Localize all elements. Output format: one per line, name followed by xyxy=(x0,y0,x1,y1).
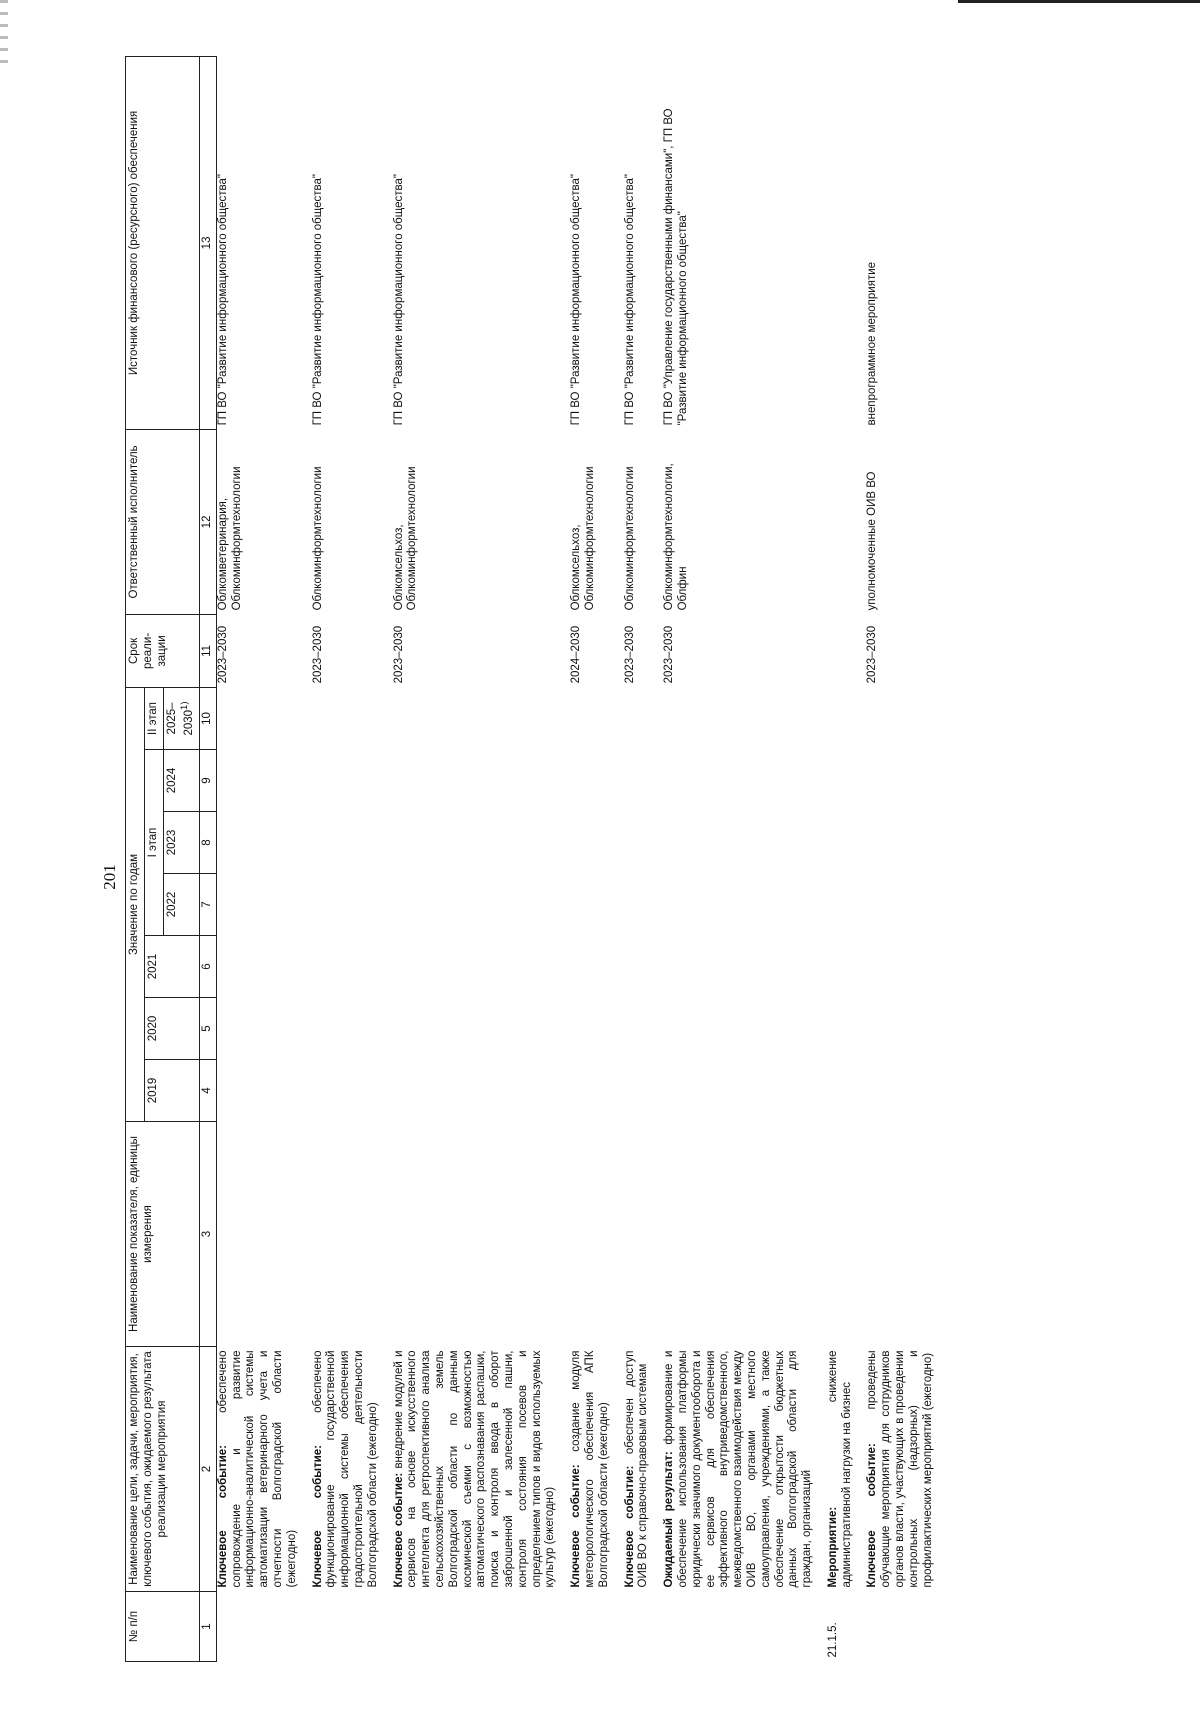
table-row xyxy=(663,56,827,1661)
rotated-table-sheet xyxy=(125,77,1099,1662)
empty-value-cell xyxy=(663,750,827,812)
col-number-6: 6 xyxy=(200,936,217,998)
row-text: создание модуля метеорологического обеспечения АПК Волгоградской области (ежегодно) xyxy=(570,1350,610,1588)
row-description xyxy=(866,1347,947,1592)
row-lead-label: Ключевое событие: xyxy=(392,1472,405,1588)
empty-value-cell xyxy=(570,812,623,874)
row-text: обеспечено сопровождение и развитие информационно-аналитической системы автоматизации ветеринарного учета и отчетности Волгоградской области (ежегодно) xyxy=(216,1350,298,1588)
header-term: Срок реали-зации xyxy=(126,614,200,687)
header-responsible: Ответственный исполнитель xyxy=(126,429,200,614)
scan-edge-line xyxy=(958,0,1200,3)
row-text: обеспечен доступ ОИВ ВО к справочно-правовым системам xyxy=(623,1350,650,1588)
empty-value-cell xyxy=(827,1060,867,1122)
empty-value-cell xyxy=(393,1060,571,1122)
row-term: 2023–2030 xyxy=(392,625,405,684)
row-funding: внепрограммное мероприятие xyxy=(866,261,879,426)
empty-value-cell xyxy=(216,687,311,749)
empty-value-cell xyxy=(866,1060,947,1122)
empty-value-cell xyxy=(663,1122,827,1347)
empty-value-cell xyxy=(827,687,867,749)
empty-value-cell xyxy=(216,1122,311,1347)
header-year-2022: 2022 xyxy=(163,874,199,936)
empty-value-cell xyxy=(312,998,393,1060)
row-lead-label: Ожидаемый результат: xyxy=(663,1451,676,1588)
header-values-by-year: Значение по годам xyxy=(126,687,145,1121)
empty-value-cell xyxy=(393,1122,571,1347)
table-row xyxy=(393,56,571,1661)
empty-value-cell xyxy=(393,750,571,812)
empty-value-cell xyxy=(570,874,623,936)
row-description xyxy=(663,1347,827,1592)
empty-value-cell xyxy=(866,936,947,998)
table-row xyxy=(216,56,311,1661)
empty-value-cell xyxy=(624,812,664,874)
header-stage-2: II этап xyxy=(144,687,163,749)
row-funding: ГП ВО "Развитие информационного общества" xyxy=(392,174,405,426)
empty-value-cell xyxy=(663,812,827,874)
empty-value-cell xyxy=(312,750,393,812)
row-lead-label: Ключевое событие: xyxy=(311,1445,324,1588)
empty-value-cell xyxy=(216,1060,311,1122)
empty-value-cell xyxy=(827,1122,867,1347)
program-activities-table xyxy=(125,56,947,1662)
row-responsible: Облкоминформтехнологии, Облфин xyxy=(663,463,689,611)
empty-value-cell xyxy=(570,1060,623,1122)
table-row xyxy=(312,56,393,1661)
row-funding: ГП ВО "Развитие информационного общества" xyxy=(623,174,636,426)
empty-value-cell xyxy=(216,936,311,998)
header-year-2025-2030 xyxy=(163,687,199,749)
row-lead-label: Ключевое событие: xyxy=(216,1445,229,1588)
row-text: снижение административной нагрузки на бизнес xyxy=(826,1350,853,1588)
row-text: проведены обучающие мероприятия для сотрудников органов власти, участвующих в проведении контрольных (надзорных) и профилактических мероприятий (ежегодно) xyxy=(866,1350,934,1588)
row-number xyxy=(393,1592,571,1662)
row-funding: ГП ВО "Управление государственными финансами", ГП ВО "Развитие информационного общества" xyxy=(663,108,689,426)
empty-value-cell xyxy=(570,750,623,812)
table-row xyxy=(570,56,623,1661)
empty-value-cell xyxy=(393,936,571,998)
row-number xyxy=(312,1592,393,1662)
header-year-2023: 2023 xyxy=(163,812,199,874)
row-term: 2023–2030 xyxy=(216,625,229,684)
empty-value-cell xyxy=(393,812,571,874)
empty-value-cell xyxy=(624,874,664,936)
col-number-1: 1 xyxy=(200,1592,217,1662)
empty-value-cell xyxy=(312,1060,393,1122)
header-num: № п/п xyxy=(126,1592,200,1662)
empty-value-cell xyxy=(624,687,664,749)
row-lead-label: Мероприятие: xyxy=(826,1506,839,1588)
header-year-2024: 2024 xyxy=(163,750,199,812)
header-stage-1: I этап xyxy=(144,750,163,936)
empty-value-cell xyxy=(624,1122,664,1347)
empty-value-cell xyxy=(312,936,393,998)
row-funding: ГП ВО "Развитие информационного общества" xyxy=(216,174,229,426)
empty-value-cell xyxy=(827,998,867,1060)
empty-value-cell xyxy=(216,998,311,1060)
row-responsible: Облкоминформтехнологии xyxy=(623,466,636,611)
empty-value-cell xyxy=(312,874,393,936)
table-body xyxy=(216,56,947,1661)
row-number xyxy=(570,1592,623,1662)
row-description xyxy=(393,1347,571,1592)
header-name: Наименование цели, задачи, мероприятия, ключевого события, ожидаемого результата реализации мероприятия xyxy=(126,1347,200,1592)
empty-value-cell xyxy=(663,874,827,936)
row-term xyxy=(827,614,867,687)
col-number-5: 5 xyxy=(200,998,217,1060)
row-description xyxy=(827,1347,867,1592)
empty-value-cell xyxy=(827,936,867,998)
header-indicator: Наименование показателя, единицы измерения xyxy=(126,1122,200,1347)
row-number xyxy=(866,1592,947,1662)
empty-value-cell xyxy=(312,1122,393,1347)
row-text: обеспечено функционирование государственной информационной системы обеспечения градостроительной деятельности Волгоградской области (ежегодно) xyxy=(311,1350,379,1588)
empty-value-cell xyxy=(393,874,571,936)
empty-value-cell xyxy=(570,936,623,998)
row-term: 2023–2030 xyxy=(663,625,676,684)
empty-value-cell xyxy=(216,750,311,812)
col-number-9: 9 xyxy=(200,750,217,812)
empty-value-cell xyxy=(624,1060,664,1122)
header-year-2020: 2020 xyxy=(144,998,199,1060)
empty-value-cell xyxy=(624,998,664,1060)
empty-value-cell xyxy=(866,874,947,936)
row-responsible: уполномоченные ОИВ ВО xyxy=(866,471,879,611)
row-responsible: Облкомсельхоз, Облкоминформтехнологии xyxy=(392,466,419,611)
empty-value-cell xyxy=(827,874,867,936)
row-text: формирование и обеспечение использования платформы юридически значимого документооборота и ее сервисов для обеспечения эффективного внутриведомственного, межведомственного взаимодействия между ОИВ ВО, органами местного самоуправления, учреждениями, а также обеспечение открытости бюджетных данных Волгоградской области для граждан, организаций xyxy=(663,1350,814,1588)
empty-value-cell xyxy=(216,812,311,874)
col-number-2: 2 xyxy=(200,1347,217,1592)
empty-value-cell xyxy=(866,750,947,812)
row-number xyxy=(663,1592,827,1662)
row-term: 2024–2030 xyxy=(570,625,583,684)
col-number-10: 10 xyxy=(200,687,217,749)
col-number-7: 7 xyxy=(200,874,217,936)
col-number-13: 13 xyxy=(200,56,217,429)
row-funding xyxy=(827,56,867,429)
empty-value-cell xyxy=(827,812,867,874)
header-year-2021: 2021 xyxy=(144,936,199,998)
col-number-8: 8 xyxy=(200,812,217,874)
col-number-11: 11 xyxy=(200,614,217,687)
row-term: 2023–2030 xyxy=(623,625,636,684)
row-lead-label: Ключевое событие: xyxy=(866,1443,879,1588)
row-number xyxy=(624,1592,664,1662)
empty-value-cell xyxy=(570,1122,623,1347)
empty-value-cell xyxy=(312,812,393,874)
header-year-2025-2030-label: 2025–2030 xyxy=(165,702,196,736)
empty-value-cell xyxy=(866,687,947,749)
table-row xyxy=(827,56,867,1661)
header-year-2019: 2019 xyxy=(144,1060,199,1122)
empty-value-cell xyxy=(663,936,827,998)
row-number: 21.1.5. xyxy=(826,1622,839,1658)
row-description xyxy=(570,1347,623,1592)
row-term: 2023–2030 xyxy=(311,625,324,684)
empty-value-cell xyxy=(866,812,947,874)
empty-value-cell xyxy=(663,1060,827,1122)
row-responsible: Облкомветеринария, Облкоминформтехнологии xyxy=(216,466,243,611)
footnote-mark: 1) xyxy=(179,701,191,710)
empty-value-cell xyxy=(866,998,947,1060)
empty-value-cell xyxy=(663,687,827,749)
row-description xyxy=(624,1347,664,1592)
empty-value-cell xyxy=(663,998,827,1060)
table-row xyxy=(866,56,947,1661)
empty-value-cell xyxy=(624,936,664,998)
table-row xyxy=(624,56,664,1661)
col-number-3: 3 xyxy=(200,1122,217,1347)
page-number: 201 xyxy=(100,864,119,890)
empty-value-cell xyxy=(827,750,867,812)
empty-value-cell xyxy=(866,1122,947,1347)
row-responsible: Облкоминформтехнологии xyxy=(311,466,324,611)
header-funding: Источник финансового (ресурсного) обеспечения xyxy=(126,56,200,429)
col-number-4: 4 xyxy=(200,1060,217,1122)
row-responsible: Облкомсельхоз, Облкоминформтехнологии xyxy=(570,466,596,611)
row-description xyxy=(312,1347,393,1592)
row-number xyxy=(216,1592,311,1662)
scan-margin-marks xyxy=(0,0,8,64)
row-description xyxy=(216,1347,311,1592)
row-funding: ГП ВО "Развитие информационного общества" xyxy=(570,174,583,426)
empty-value-cell xyxy=(393,998,571,1060)
row-lead-label: Ключевое событие: xyxy=(570,1464,583,1588)
empty-value-cell xyxy=(216,874,311,936)
row-responsible xyxy=(827,429,867,614)
empty-value-cell xyxy=(624,750,664,812)
empty-value-cell xyxy=(393,687,571,749)
row-text: внедрение модулей и сервисов на основе искусственного интеллекта для ретроспективного анализа сельскохозяйственных земель Волгоградской области по данным космической съемки с возможностью автоматического распознавания распашки, поиска и контроля ввода в оборот заброшенной и залесенной пашни, контроля состояния посевов и определением типов и видов используемых культур (ежегодно) xyxy=(392,1350,557,1588)
empty-value-cell xyxy=(570,687,623,749)
row-term: 2023–2030 xyxy=(866,625,879,684)
row-funding: ГП ВО "Развитие информационного общества" xyxy=(311,174,324,426)
row-lead-label: Ключевое событие: xyxy=(623,1465,636,1588)
col-number-12: 12 xyxy=(200,429,217,614)
empty-value-cell xyxy=(570,998,623,1060)
empty-value-cell xyxy=(312,687,393,749)
